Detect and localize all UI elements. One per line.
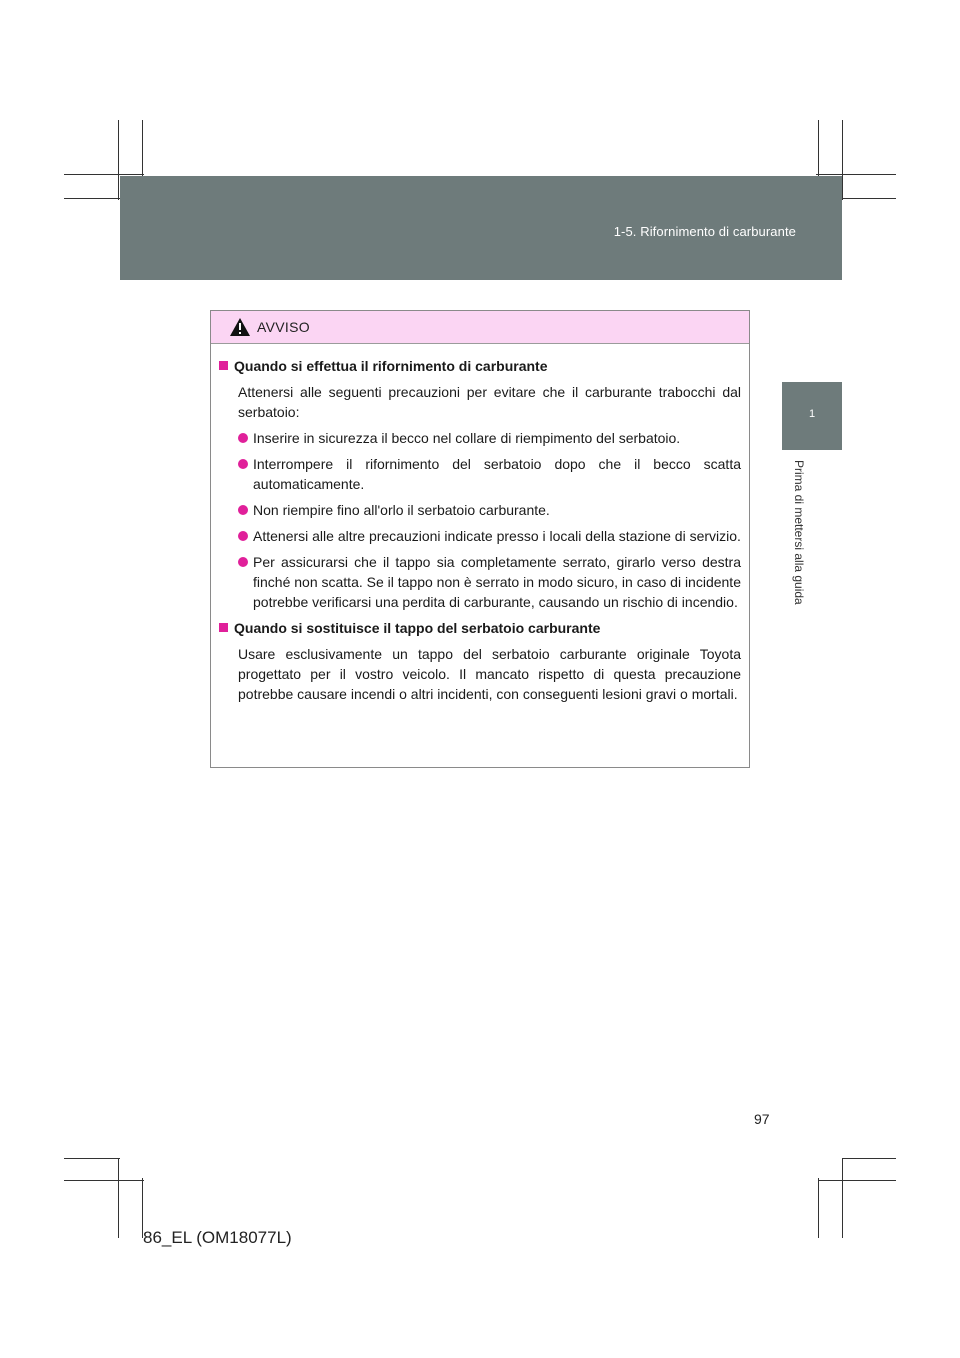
warning-body — [211, 344, 749, 704]
chapter-number: 1 — [808, 408, 816, 420]
circle-bullet-icon — [238, 531, 248, 541]
crop-mark — [64, 174, 144, 175]
section-intro: Attenersi alle seguenti precauzioni per evitare che il carburante trabocchi dal serbatoio: — [238, 384, 741, 420]
section-title: 1-5. Rifornimento di carburante — [613, 224, 796, 239]
list-item — [238, 428, 741, 448]
section-intro: Usare esclusivamente un tappo del serbatoio carburante originale Toyota progettato per il vostro veicolo. Il mancato rispetto di questa precauzione potrebbe causare incendi o altri incidenti, con conseguenti lesioni gravi o mortali. — [238, 646, 741, 702]
list-item-text: Non riempire fino all'orlo il serbatoio carburante. — [253, 502, 550, 518]
header-band — [120, 176, 842, 280]
list-item-text: Attenersi alle altre precauzioni indicate presso i locali della stazione di servizio. — [253, 528, 741, 544]
crop-mark — [842, 120, 843, 200]
warning-triangle-icon — [229, 317, 251, 337]
square-bullet-icon — [219, 361, 228, 370]
square-bullet-icon — [219, 623, 228, 632]
page-number: 97 — [754, 1111, 770, 1127]
circle-bullet-icon — [238, 433, 248, 443]
footer-code: 86_EL (OM18077L) — [143, 1228, 292, 1247]
crop-mark — [816, 174, 896, 175]
list-item-text: Per assicurarsi che il tappo sia completamente serrato, girarlo verso destra finché non scatta. Se il tappo non è serrato in modo sicuro, in caso di incidente potrebbe verificarsi una perdita di carburante, causando un rischio di incendio. — [253, 554, 741, 610]
crop-mark — [842, 1158, 843, 1238]
warning-header — [211, 311, 749, 344]
crop-mark — [118, 1158, 119, 1238]
crop-mark — [118, 120, 119, 200]
chapter-tab — [782, 382, 842, 450]
list-item — [238, 552, 741, 612]
circle-bullet-icon — [238, 505, 248, 515]
section-heading — [219, 356, 741, 376]
circle-bullet-icon — [238, 459, 248, 469]
section-heading-text: Quando si sostituisce il tappo del serbatoio carburante — [234, 620, 601, 636]
circle-bullet-icon — [238, 557, 248, 567]
crop-mark — [64, 1180, 144, 1181]
list-item — [238, 500, 741, 520]
warning-box — [210, 310, 750, 768]
list-item — [238, 526, 741, 546]
chapter-label: Prima di mettersi alla guida — [792, 460, 806, 605]
list-item-text: Inserire in sicurezza il becco nel collare di riempimento del serbatoio. — [253, 430, 681, 446]
crop-mark — [818, 1178, 819, 1238]
crop-mark — [818, 1180, 896, 1181]
warning-title: AVVISO — [257, 319, 310, 335]
list-item-text: Interrompere il rifornimento del serbatoio dopo che il becco scatta automaticamente. — [253, 456, 741, 492]
section-heading — [219, 618, 741, 638]
crop-mark — [842, 1158, 896, 1159]
list-item — [238, 454, 741, 494]
section-heading-text: Quando si effettua il rifornimento di carburante — [234, 358, 548, 374]
crop-mark — [64, 1158, 120, 1159]
